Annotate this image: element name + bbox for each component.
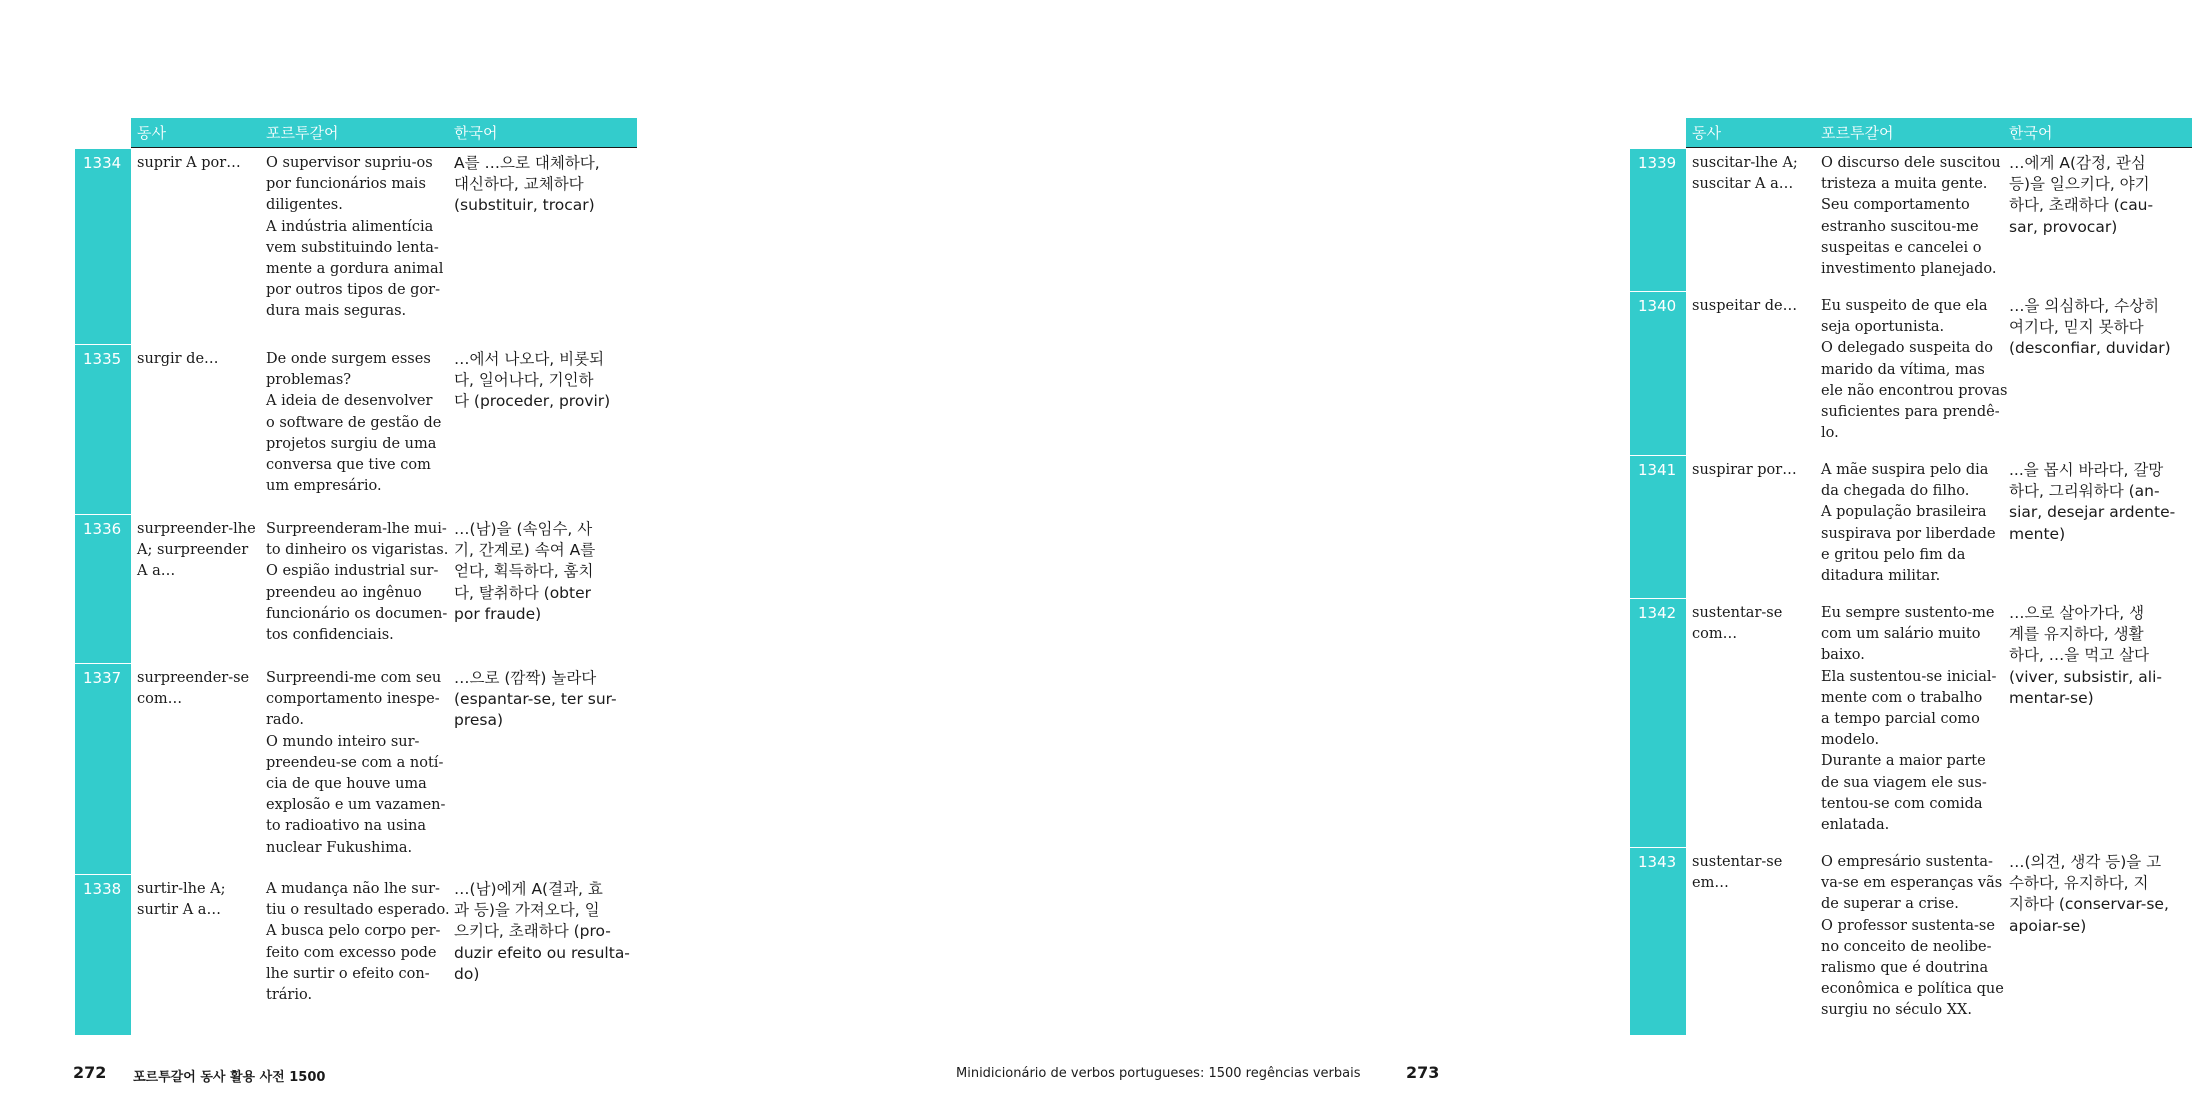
header-portuguese: 포르투갈어	[1821, 124, 1894, 142]
entry-row	[75, 663, 637, 874]
entry-korean-line: (desconfiar, duvidar)	[2009, 339, 2171, 358]
entry-portuguese	[1821, 296, 2008, 444]
entry-portuguese	[266, 519, 449, 646]
entry-portuguese-line: ralismo que é doutrina	[1821, 960, 1989, 977]
entry-portuguese-line: ele não encontrou provas	[1821, 382, 2008, 399]
entry-portuguese-line: suspirava por liberdade	[1821, 525, 1996, 542]
entry-portuguese-line: de sua viagem ele sus-	[1821, 774, 1987, 791]
entry-number: 1334	[83, 154, 122, 172]
entry-korean-line: presa)	[454, 711, 504, 730]
entry-portuguese-line: tos confidenciais.	[266, 627, 394, 644]
entry-portuguese-line: A ideia de desenvolver	[266, 393, 433, 410]
entry-korean-line: …을 의심하다, 수상히	[2009, 297, 2160, 315]
entry-verb-line: suscitar A a…	[1692, 176, 1794, 193]
entry-korean-line: 하다, …을 먹고 살다	[2009, 646, 2150, 665]
entry-number: 1339	[1638, 154, 1677, 172]
entry-korean	[454, 668, 636, 732]
entry-portuguese-line: to radioativo na usina	[266, 818, 427, 835]
entry-portuguese-line: Eu suspeito de que ela	[1821, 298, 1988, 314]
header-korean: 한국어	[2009, 124, 2053, 142]
entry-list	[1630, 148, 2192, 1034]
entry-korean-line: 기, 간계로) 속여 A를	[454, 541, 596, 560]
entry-verb-line: suspirar por…	[1692, 462, 1797, 478]
entry-verb	[137, 668, 259, 710]
entry-portuguese-line: feito com excesso pode	[266, 944, 437, 961]
entry-row	[1630, 455, 2192, 598]
entry-verb-line: com…	[137, 691, 183, 708]
entry-portuguese-line: com um salário muito	[1821, 626, 1981, 643]
entry-portuguese-line: e gritou pelo fim da	[1821, 546, 1966, 563]
entry-number: 1342	[1638, 604, 1677, 622]
entry-row	[1630, 847, 2192, 1034]
entry-portuguese-line: O empresário sustenta-	[1821, 854, 1993, 870]
entry-portuguese-line: por funcionários mais	[266, 176, 426, 193]
entry-portuguese-line: dura mais seguras.	[266, 303, 407, 320]
entry-korean-line: 여기다, 믿지 못하다	[2009, 318, 2144, 337]
entry-portuguese-line: O discurso dele suscitou	[1821, 155, 2001, 171]
entry-portuguese-line: tristeza a muita gente.	[1821, 176, 1988, 193]
entry-korean-line: 대신하다, 교체하다	[454, 175, 584, 194]
entry-korean-line: …(남)을 (속임수, 사	[454, 520, 593, 538]
entry-korean-line: 하다, 초래하다 (cau-	[2009, 196, 2154, 215]
entry-portuguese-line: da chegada do filho.	[1821, 483, 1970, 500]
entry-portuguese-line: comportamento inespe-	[266, 691, 440, 708]
entry-portuguese	[1821, 603, 2001, 836]
entry-number: 1335	[83, 350, 122, 368]
entry-portuguese-line: estranho suscitou-me	[1821, 218, 1979, 235]
entry-korean	[454, 349, 636, 413]
header-portuguese: 포르투갈어	[266, 124, 339, 142]
entry-verb-line: sustentar-se	[1692, 854, 1783, 870]
entry-portuguese-line: lhe surtir o efeito con-	[266, 965, 430, 982]
entry-portuguese-line: vem substituindo lenta-	[266, 239, 439, 256]
entry-portuguese-line: projetos surgiu de uma	[266, 435, 437, 452]
entry-portuguese-line: de superar a crise.	[1821, 896, 1959, 913]
entry-portuguese-line: Surpreenderam-lhe mui-	[266, 521, 447, 537]
entry-portuguese-line: econômica e política que	[1821, 981, 2004, 998]
entry-portuguese-line: O professor sustenta-se	[1821, 917, 1995, 934]
entry-number: 1337	[83, 669, 122, 687]
entry-korean-line: A를 …으로 대체하다,	[454, 154, 600, 172]
entry-portuguese-line: tiu o resultado esperado.	[266, 902, 450, 919]
entry-portuguese-line: O supervisor supriu-os	[266, 155, 433, 171]
right-page	[756, 0, 2176, 1111]
entry-korean-line: sar, provocar)	[2009, 217, 2118, 236]
column-header-bar	[1686, 118, 2192, 148]
entry-korean-line: 등)을 일으키다, 야기	[2009, 175, 2150, 194]
entry-number-cell	[75, 874, 131, 1035]
entry-portuguese-line: por outros tipos de gor-	[266, 282, 440, 299]
entry-korean-line: (substituir, trocar)	[454, 196, 595, 215]
entry-korean-line: por fraude)	[454, 604, 542, 623]
entry-verb	[1692, 852, 1814, 894]
entry-korean-line: 으키다, 초래하다 (pro-	[454, 922, 611, 941]
entry-number: 1343	[1638, 853, 1677, 871]
entry-korean-line: apoiar-se)	[2009, 916, 2087, 935]
entry-korean-line: (espantar-se, ter sur-	[454, 690, 617, 709]
entry-portuguese-line: conversa que tive com	[266, 457, 431, 474]
entry-portuguese-line: De onde surgem esses	[266, 351, 431, 367]
entry-korean-line: duzir efeito ou resulta-	[454, 943, 630, 962]
entry-portuguese-line: baixo.	[1821, 647, 1865, 664]
header-korean: 한국어	[454, 124, 498, 142]
entry-korean	[2009, 153, 2191, 238]
entry-korean	[2009, 852, 2191, 937]
entry-portuguese-line: enlatada.	[1821, 817, 1890, 834]
entry-portuguese-line: Durante a maior parte	[1821, 753, 1986, 770]
entry-row	[75, 874, 637, 1034]
entry-number-cell	[1630, 291, 1686, 456]
entry-korean-line: …에서 나오다, 비롯되	[454, 350, 605, 368]
entry-korean	[454, 879, 636, 985]
entry-verb	[137, 519, 259, 583]
entry-number: 1336	[83, 520, 122, 538]
entry-korean-line: ...을 몹시 바라다, 갈망	[2009, 461, 2164, 479]
entry-portuguese-line: A busca pelo corpo per-	[266, 923, 441, 940]
entry-number-cell	[75, 344, 131, 515]
entry-portuguese-line: preendeu-se com a notí-	[266, 754, 444, 771]
entry-portuguese-line: A mudança não lhe sur-	[266, 881, 440, 897]
entry-portuguese	[266, 668, 446, 859]
entry-korean-line: …(남)에게 A(결과, 효	[454, 880, 603, 898]
entry-korean-line: 얻다, 획득하다, 훔치	[454, 562, 594, 581]
entry-row	[1630, 291, 2192, 455]
entry-portuguese-line: a tempo parcial como	[1821, 711, 1980, 728]
entry-portuguese	[266, 879, 450, 1006]
entry-number-cell	[75, 148, 131, 345]
entry-row	[75, 148, 637, 344]
entry-korean	[454, 153, 636, 217]
entry-number: 1340	[1638, 297, 1677, 315]
entry-portuguese-line: mente com o trabalho	[1821, 689, 1983, 706]
entry-number-cell	[1630, 847, 1686, 1035]
entry-portuguese-line: o software de gestão de	[266, 414, 442, 431]
entry-verb-line: com…	[1692, 626, 1738, 643]
entry-korean	[2009, 460, 2191, 545]
running-title: 포르투갈어 동사 활용 사전 1500	[133, 1070, 326, 1085]
entry-row	[75, 344, 637, 514]
entry-portuguese-line: preendeu ao ingênuo	[266, 584, 422, 601]
entry-portuguese-line: suficientes para prendê-	[1821, 404, 2000, 421]
entry-verb-line: suspeitar de…	[1692, 298, 1798, 314]
entry-portuguese-line: rado.	[266, 712, 304, 729]
entry-korean	[2009, 296, 2191, 360]
entry-portuguese-line: va-se em esperanças vãs	[1821, 875, 2003, 892]
entry-row	[75, 514, 637, 663]
entry-portuguese	[1821, 460, 2001, 587]
entry-korean-line: 지하다 (conservar-se,	[2009, 895, 2169, 914]
entry-portuguese-line: problemas?	[266, 372, 352, 389]
entry-verb	[1692, 460, 1814, 481]
entry-portuguese-line: Surpreendi-me com seu	[266, 670, 442, 686]
entry-korean-line: …으로 (깜짝) 놀라다	[454, 669, 597, 687]
page-number: 273	[1406, 1063, 1440, 1082]
entry-portuguese-line: Eu sempre sustento-me	[1821, 605, 1995, 621]
entry-verb-line: em…	[1692, 875, 1729, 892]
entry-number-cell	[1630, 455, 1686, 599]
entry-verb-line: surtir A a…	[137, 902, 221, 919]
entry-korean-line: …(의견, 생각 등)을 고	[2009, 853, 2162, 871]
entry-verb	[1692, 603, 1814, 645]
entry-verb-line: suprir A por…	[137, 155, 241, 171]
entry-korean-line: 수하다, 유지하다, 지	[2009, 874, 2149, 893]
entry-portuguese-line: A mãe suspira pelo dia	[1821, 462, 1989, 478]
entry-number-cell	[75, 514, 131, 664]
entry-portuguese	[266, 349, 446, 497]
header-verb: 동사	[137, 124, 166, 142]
entry-verb-line: surpreender-lhe	[137, 521, 256, 537]
column-header-bar	[131, 118, 637, 148]
entry-number-cell	[1630, 148, 1686, 292]
entry-verb	[137, 153, 259, 174]
entry-korean-line: …에게 A(감정, 관심	[2009, 154, 2146, 172]
entry-korean-line: 다 (proceder, provir)	[454, 392, 611, 411]
running-title: Minidicionário de verbos portugueses: 1500 regências verbais	[956, 1066, 1361, 1081]
entry-korean-line: …으로 살아가다, 생	[2009, 604, 2145, 622]
entry-portuguese-line: ditadura militar.	[1821, 568, 1941, 585]
entry-portuguese-line: Seu comportamento	[1821, 197, 1970, 214]
entry-korean-line: 과 등)을 가져오다, 일	[454, 901, 600, 920]
entry-verb-line: surpreender-se	[137, 670, 250, 686]
entry-portuguese-line: A indústria alimentícia	[266, 218, 434, 235]
entry-portuguese-line: mente a gordura animal	[266, 261, 444, 278]
entry-korean-line: mentar-se)	[2009, 688, 2094, 707]
entry-number-cell	[1630, 598, 1686, 848]
entry-verb	[137, 349, 259, 370]
entry-portuguese-line: A população brasileira	[1821, 504, 1987, 521]
entry-korean	[454, 519, 636, 625]
entry-portuguese-line: funcionário os documen-	[266, 605, 448, 622]
entry-portuguese-line: modelo.	[1821, 732, 1880, 749]
entry-portuguese-line: trário.	[266, 987, 313, 1004]
entry-korean-line: 다, 탈취하다 (obter	[454, 583, 592, 602]
page-number: 272	[73, 1063, 107, 1082]
entry-portuguese-line: Ela sustentou-se inicial-	[1821, 668, 1997, 685]
entry-number: 1341	[1638, 461, 1677, 479]
entry-portuguese-line: to dinheiro os vigaristas.	[266, 542, 449, 559]
entry-number: 1338	[83, 880, 122, 898]
entry-portuguese	[1821, 852, 2004, 1022]
entry-korean-line: 하다, 그리워하다 (an-	[2009, 482, 2160, 501]
entry-row	[1630, 148, 2192, 291]
entry-portuguese-line: suspeitas e cancelei o	[1821, 239, 1982, 256]
entry-korean	[2009, 603, 2191, 709]
entry-portuguese-line: O delegado suspeita do	[1821, 340, 1993, 357]
entry-verb	[1692, 153, 1814, 195]
header-verb: 동사	[1692, 124, 1721, 142]
entry-list	[75, 148, 637, 1034]
entry-portuguese-line: no conceito de neolibe-	[1821, 938, 1992, 955]
entry-korean-line: siar, desejar ardente-	[2009, 503, 2176, 522]
entry-portuguese	[1821, 153, 2001, 280]
entry-portuguese-line: O mundo inteiro sur-	[266, 733, 420, 750]
entry-portuguese-line: explosão e um vazamen-	[266, 797, 446, 814]
entry-verb-line: surgir de…	[137, 351, 219, 367]
entry-portuguese-line: diligentes.	[266, 197, 343, 214]
entry-korean-line: 계를 유지하다, 생활	[2009, 625, 2144, 644]
entry-portuguese-line: um empresário.	[266, 478, 382, 495]
entry-portuguese-line: lo.	[1821, 425, 1839, 442]
entry-verb-line: sustentar-se	[1692, 605, 1783, 621]
entry-korean-line: 다, 일어나다, 기인하	[454, 371, 594, 390]
entry-portuguese-line: surgiu no século XX.	[1821, 1002, 1972, 1019]
entry-row	[1630, 598, 2192, 847]
entry-verb-line: suscitar-lhe A;	[1692, 155, 1798, 171]
entry-portuguese-line: nuclear Fukushima.	[266, 839, 413, 856]
entry-portuguese-line: seja oportunista.	[1821, 319, 1945, 336]
entry-verb-line: surtir-lhe A;	[137, 881, 226, 897]
entry-number-cell	[75, 663, 131, 875]
entry-portuguese-line: tentou-se com comida	[1821, 795, 1983, 812]
entry-korean-line: mente)	[2009, 524, 2066, 543]
entry-korean-line: (viver, subsistir, ali-	[2009, 667, 2162, 686]
entry-portuguese	[266, 153, 446, 323]
entry-portuguese-line: marido da vítima, mas	[1821, 361, 1985, 378]
entry-portuguese-line: cia de que houve uma	[266, 776, 427, 793]
entry-verb	[1692, 296, 1814, 317]
entry-verb	[137, 879, 259, 921]
entry-portuguese-line: O espião industrial sur-	[266, 563, 439, 580]
left-page	[0, 0, 756, 1111]
entry-verb-line: A; surpreender	[137, 542, 249, 559]
entry-korean-line: do)	[454, 964, 480, 983]
entry-portuguese-line: investimento planejado.	[1821, 261, 1997, 278]
entry-verb-line: A a…	[137, 563, 176, 580]
